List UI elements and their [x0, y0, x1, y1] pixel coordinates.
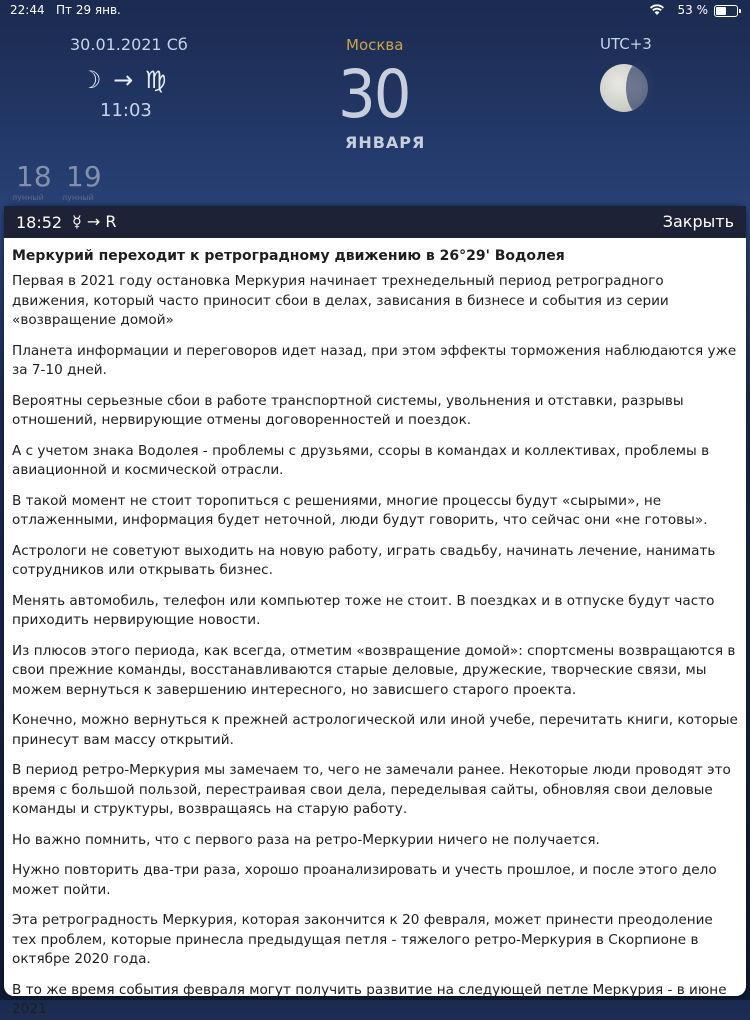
paragraph: Менять автомобиль, телефон или компьютер тоже не стоит. В поездках и в отпуске будут часто приходить нервирующие новости. — [12, 592, 715, 628]
paragraph: Конечно, можно вернуться к прежней астрологической или иной учебе, перечитать книги, которые принесут вам массу открытий. — [12, 712, 738, 748]
lunar-day-caption: лунный — [62, 193, 94, 202]
paragraph: В то же время события февраля могут получить развитие на следующей петле Меркурия - в июне 2021 — [12, 981, 727, 1017]
moon-phase-icon — [600, 64, 648, 112]
battery-percent: 53 % — [677, 3, 708, 17]
status-bar — [0, 0, 750, 22]
city-name[interactable]: Москва — [346, 36, 404, 54]
wifi-icon — [648, 1, 666, 17]
paragraph: Первая в 2021 году остановка Меркурия начинает трехнедельный период ретроградного движения, который часто приносит сбои в делах, зависания в бизнесе и события из серии «возвращение домой» — [12, 273, 669, 328]
paragraph: В такой момент не стоит торопиться с решениями, многие процессы будут «сырыми», не отлаженными, информация будет неточной, люди будут говорить, что сейчас они «не готовы». — [12, 492, 708, 528]
month-name: ЯНВАРЯ — [345, 133, 426, 152]
day-number: 30 — [338, 56, 410, 133]
event-time: 18:52 — [16, 213, 63, 232]
header-date: 30.01.2021 Сб — [70, 35, 188, 54]
close-button[interactable]: Закрыть — [662, 212, 734, 231]
lunar-day-caption: лунный — [12, 193, 44, 202]
timezone: UTC+3 — [600, 35, 652, 53]
lunar-day-number: 19 — [66, 160, 102, 193]
paragraph: Планета информации и переговоров идет назад, при этом эффекты торможения наблюдаются уже за 7-10 дней. — [12, 342, 737, 378]
event-title: Меркурий переходит к ретроградному движению в 26°29' Водолея — [12, 248, 565, 264]
battery-icon — [714, 5, 738, 17]
event-detail-panel — [4, 206, 746, 1017]
paragraph: Эта ретроградность Меркурия, которая закончится к 20 февраля, может принести преодоление тех проблем, которые принесла предыдущая петля - тяжелого ретро-Меркурия в Скорпионе в октябре 2020 года. — [12, 912, 713, 967]
paragraph: Астрологи не советуют выходить на новую работу, играть свадьбу, начинать лечение, нанимать сотрудников или открывать бизнес. — [12, 542, 716, 578]
paragraph: Вероятны серьезные сбои в работе транспортной системы, увольнения и отставки, разрывы отношений, нервирующие отмены договоренностей и поездок. — [12, 392, 684, 428]
moon-sign-transition: ☽ → ♍ — [80, 66, 169, 94]
paragraph: В период ретро-Меркурия мы замечаем то, чего не замечали ранее. Некоторые люди проводят это время с большой пользой, перестраивая свои дела, переделывая сайты, обновляя свои деловые команды и структуры, возвращаясь на старую работу. — [12, 762, 731, 817]
paragraph: Но важно помнить, что с первого раза на ретро-Меркурии ничего не получается. — [12, 831, 600, 848]
paragraph: Нужно повторить два-три раза, хорошо проанализировать и учесть прошлое, и после этого дело может пойти. — [12, 862, 717, 898]
panel-header — [4, 206, 746, 238]
event-symbol: ☿ → R — [72, 212, 117, 231]
lunar-day-number: 18 — [16, 160, 52, 193]
paragraph: Из плюсов этого периода, как всегда, отметим «возвращение домой»: спортсмены возвращаются в свои прежние команды, восстанавливаются старые деловые, дружеские, творческие связи, мы можем вернуться к завершению интересного, но зависшего старого проекта. — [12, 642, 736, 698]
moon-transition-time: 11:03 — [100, 100, 152, 121]
status-day: Пт 29 янв. — [56, 3, 121, 17]
paragraph: А с учетом знака Водолея - проблемы с друзьями, ссоры в командах и коллективах, проблемы в авиационной и космической отрасли. — [12, 442, 710, 478]
status-time: 22:44 — [10, 3, 45, 17]
event-description — [4, 238, 746, 1020]
